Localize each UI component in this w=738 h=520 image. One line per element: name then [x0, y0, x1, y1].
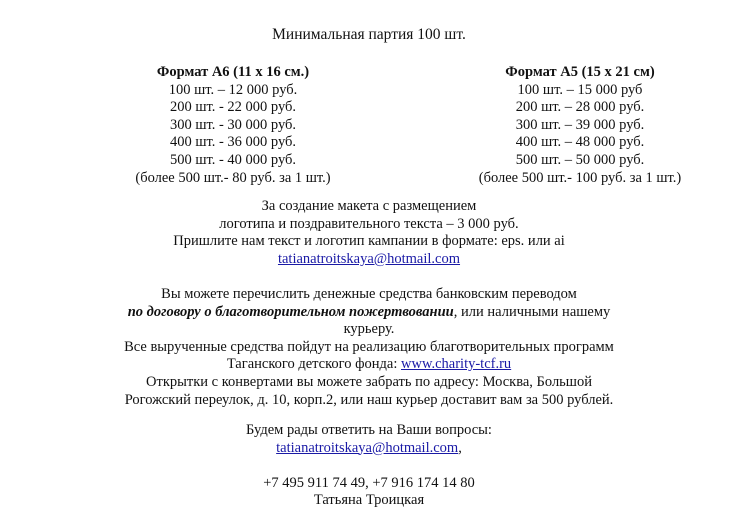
charity-agreement-emphasis: по договору о благотворительном пожертвовании: [127, 303, 454, 320]
payment-line: Открытки с конвертами вы можете забрать по адресу: Москва, Большой: [146, 373, 592, 390]
contact-email-link[interactable]: tatianatroitskaya@hotmail.com: [276, 439, 459, 456]
payment-info-block: [0, 286, 738, 409]
price-row: 300 шт. - 30 000 руб.: [169, 116, 297, 133]
layout-info-block: [0, 198, 738, 268]
price-row: 500 шт. - 40 000 руб.: [169, 151, 297, 168]
payment-line-rest: , или наличными нашему: [453, 303, 611, 320]
format-a5-heading: Формат А5 (15 х 21 см): [505, 64, 655, 80]
payment-line: Вы можете перечислить денежные средства банковским переводом: [161, 286, 577, 302]
price-row: 400 шт. – 48 000 руб.: [515, 134, 645, 151]
spacer: [0, 457, 738, 475]
payment-line: Рогожский переулок, д. 10, корп.2, или наш курьер доставит вам за 500 рублей.: [124, 391, 614, 408]
price-row: 400 шт. - 36 000 руб.: [169, 134, 297, 151]
price-row-note: (более 500 шт.- 80 руб. за 1 шт.): [135, 169, 331, 186]
price-row: 200 шт. – 28 000 руб.: [515, 99, 645, 116]
price-row: 500 шт. – 50 000 руб.: [515, 151, 645, 168]
contact-line: Будем рады ответить на Ваши вопросы:: [246, 422, 492, 438]
fund-name-text: Таганского детского фонда:: [226, 356, 401, 373]
layout-info-line: логотипа и поздравительного текста – 3 000 руб.: [219, 215, 519, 232]
price-row: 200 шт. - 22 000 руб.: [169, 99, 297, 116]
payment-line: [0, 356, 738, 374]
minimum-batch-title: Минимальная партия 100 шт.: [272, 26, 466, 43]
contact-name: Татьяна Троицкая: [313, 492, 425, 509]
layout-info-line: За создание макета с размещением: [261, 198, 477, 214]
price-row: 300 шт. – 39 000 руб.: [515, 116, 645, 133]
payment-line: курьеру.: [343, 321, 395, 338]
price-row: 100 шт. – 15 000 руб: [517, 81, 643, 98]
payment-line: [0, 304, 738, 322]
payment-line: Все вырученные средства пойдут на реализацию благотворительных программ: [124, 338, 614, 355]
price-row-note: (более 500 шт.- 100 руб. за 1 шт.): [478, 169, 682, 186]
layout-info-line: Пришлите нам текст и логотип кампании в формате: eps. или ai: [173, 233, 565, 250]
price-row: 100 шт. – 12 000 руб.: [168, 81, 298, 98]
email-link[interactable]: tatianatroitskaya@hotmail.com: [277, 250, 461, 267]
contact-block: [0, 422, 738, 510]
format-a6-price-list: [73, 64, 393, 187]
phone-numbers: +7 495 911 74 49, +7 916 174 14 80: [263, 474, 475, 491]
contact-line: [0, 440, 738, 458]
charity-site-link[interactable]: www.charity-tcf.ru: [401, 356, 512, 373]
email-suffix: ,: [458, 439, 462, 456]
format-a5-price-list: [420, 64, 738, 187]
format-a6-heading: Формат А6 (11 х 16 см.): [156, 64, 310, 80]
